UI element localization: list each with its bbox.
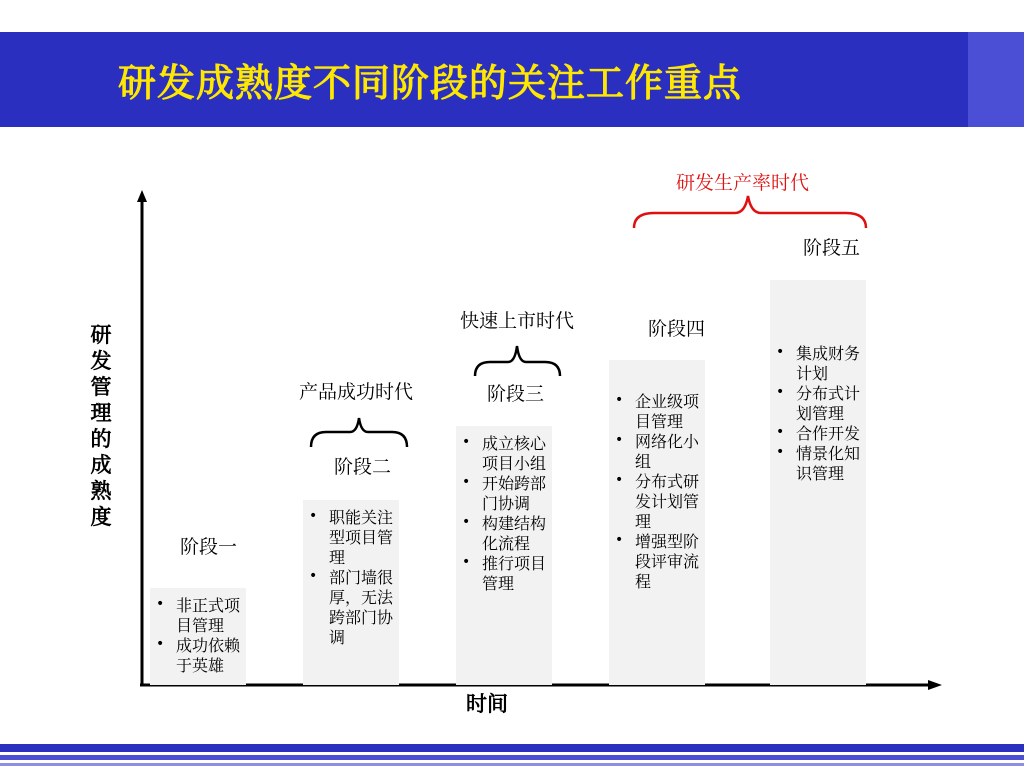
brace-rd-productivity	[634, 196, 866, 228]
list-item: • 构建结构化流程	[456, 514, 552, 554]
x-axis-arrowhead	[928, 680, 942, 690]
y-axis-label: 研发管理的成熟度	[90, 323, 112, 529]
era-fast-to-market: 快速上市时代	[460, 310, 575, 332]
stage-4-list	[609, 392, 705, 592]
list-item: • 增强型阶段评审流程	[609, 532, 705, 592]
stage-3-list	[456, 434, 552, 594]
brace-product-success	[311, 418, 407, 447]
era-product-success: 产品成功时代	[299, 381, 414, 403]
footer-bar-medium	[0, 755, 1024, 760]
list-item: • 网络化小组	[609, 432, 705, 472]
stage-5-label: 阶段五	[803, 237, 861, 259]
list-item: • 分布式计划管理	[770, 384, 866, 424]
slide-title: 研发成熟度不同阶段的关注工作重点	[118, 61, 743, 105]
footer-bars	[0, 744, 1024, 768]
list-item: • 职能关注型项目管理	[303, 508, 399, 568]
stage-4-label: 阶段四	[648, 318, 706, 340]
x-axis-label: 时间	[466, 692, 508, 716]
list-item: • 企业级项目管理	[609, 392, 705, 432]
list-item: • 部门墙很厚，无法跨部门协调	[303, 568, 399, 648]
stage-2-box	[303, 500, 399, 685]
stage-1-list	[150, 596, 246, 676]
stage-4-box	[609, 360, 705, 685]
stage-1-label: 阶段一	[180, 536, 238, 558]
footer-bar-thick	[0, 744, 1024, 752]
footer-bar-thin	[0, 763, 1024, 766]
list-item: • 推行项目管理	[456, 554, 552, 594]
stage-5-list	[770, 344, 866, 484]
stage-3-box	[456, 426, 552, 685]
list-item: • 集成财务计划	[770, 344, 866, 384]
list-item: • 合作开发	[770, 424, 866, 444]
stage-2-label: 阶段二	[334, 456, 392, 478]
list-item: • 成功依赖于英雄	[150, 636, 246, 676]
list-item: • 非正式项目管理	[150, 596, 246, 636]
list-item: • 情景化知识管理	[770, 444, 866, 484]
y-axis-arrowhead	[137, 190, 147, 202]
stage-3-label: 阶段三	[487, 383, 545, 405]
stage-5-box	[770, 280, 866, 685]
brace-fast-to-market	[475, 346, 560, 376]
stage-1-box	[150, 588, 246, 685]
era-rd-productivity: 研发生产率时代	[676, 172, 810, 194]
list-item: • 成立核心项目小组	[456, 434, 552, 474]
stage-2-list	[303, 508, 399, 648]
list-item: • 开始跨部门协调	[456, 474, 552, 514]
list-item: • 分布式研发计划管理	[609, 472, 705, 532]
